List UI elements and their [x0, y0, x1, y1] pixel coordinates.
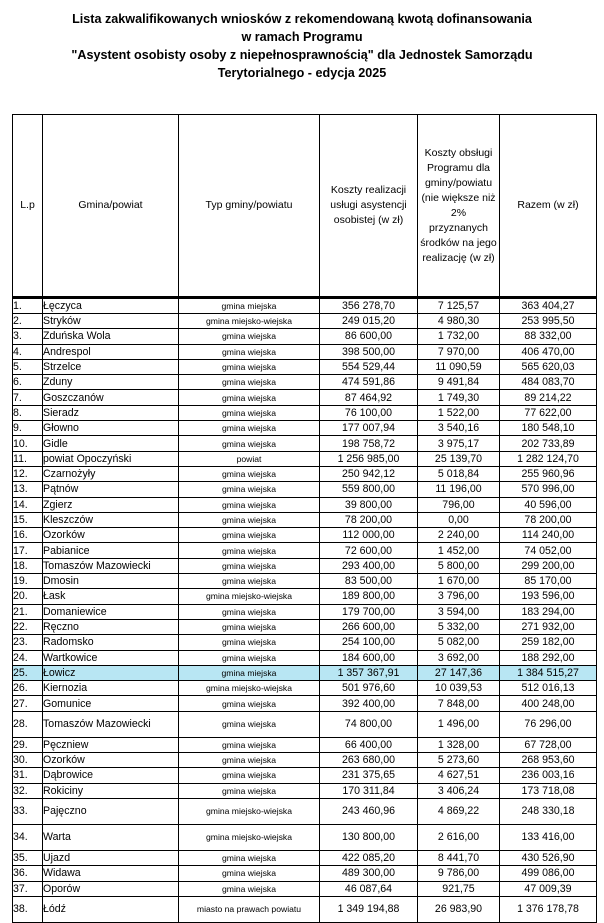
cell-total: 1 282 124,70 — [500, 451, 597, 466]
cell-admin-cost: 1 328,00 — [418, 737, 500, 752]
table-row — [13, 512, 597, 527]
table-row — [13, 497, 597, 512]
table-row — [13, 344, 597, 359]
cell-cost: 177 007,94 — [320, 421, 418, 436]
table-row — [13, 405, 597, 420]
header-type: Typ gminy/powiatu — [179, 115, 320, 298]
cell-admin-cost: 11 090,59 — [418, 359, 500, 374]
cell-lp: 15. — [13, 512, 43, 527]
cell-lp: 36. — [13, 866, 43, 881]
cell-cost: 266 600,00 — [320, 619, 418, 634]
cell-type: gmina wiejska — [179, 543, 320, 558]
cell-total: 271 932,00 — [500, 619, 597, 634]
cell-type: gmina wiejska — [179, 436, 320, 451]
cell-total: 565 620,03 — [500, 359, 597, 374]
table-row — [13, 650, 597, 665]
table-row — [13, 482, 597, 497]
cell-type: gmina wiejska — [179, 390, 320, 405]
cell-type: gmina miejsko-wiejska — [179, 798, 320, 824]
cell-name: Wartkowice — [43, 650, 179, 665]
cell-cost: 112 000,00 — [320, 528, 418, 543]
table-body — [13, 298, 597, 923]
table-header-row — [13, 115, 597, 298]
cell-total: 400 248,00 — [500, 696, 597, 711]
cell-type: gmina wiejska — [179, 466, 320, 481]
cell-type: gmina wiejska — [179, 635, 320, 650]
cell-admin-cost: 10 039,53 — [418, 681, 500, 696]
table-row — [13, 574, 597, 589]
cell-type: gmina wiejska — [179, 881, 320, 896]
cell-admin-cost: 3 406,24 — [418, 783, 500, 798]
header-cost: Koszty realizacji usługi asystencji osobistej (w zł) — [320, 115, 418, 298]
cell-cost: 198 758,72 — [320, 436, 418, 451]
cell-total: 202 733,89 — [500, 436, 597, 451]
cell-lp: 13. — [13, 482, 43, 497]
cell-cost: 243 460,96 — [320, 798, 418, 824]
cell-lp: 35. — [13, 850, 43, 865]
cell-admin-cost: 26 983,90 — [418, 896, 500, 922]
table-row — [13, 824, 597, 850]
cell-lp: 29. — [13, 737, 43, 752]
cell-cost: 74 800,00 — [320, 711, 418, 737]
title-line-4: Terytorialnego - edycja 2025 — [217, 66, 387, 80]
cell-name: Głowno — [43, 421, 179, 436]
cell-total: 430 526,90 — [500, 850, 597, 865]
cell-total: 133 416,00 — [500, 824, 597, 850]
cell-lp: 9. — [13, 421, 43, 436]
cell-cost: 489 300,00 — [320, 866, 418, 881]
cell-cost: 474 591,86 — [320, 375, 418, 390]
cell-name: Ozorków — [43, 528, 179, 543]
cell-name: Tomaszów Mazowiecki — [43, 558, 179, 573]
cell-cost: 554 529,44 — [320, 359, 418, 374]
cell-type: gmina wiejska — [179, 512, 320, 527]
cell-type: gmina wiejska — [179, 574, 320, 589]
document-title — [0, 10, 604, 82]
table-row — [13, 798, 597, 824]
cell-total: 114 240,00 — [500, 528, 597, 543]
cell-admin-cost: 8 441,70 — [418, 850, 500, 865]
cell-total: 1 376 178,78 — [500, 896, 597, 922]
cell-type: gmina wiejska — [179, 329, 320, 344]
cell-total: 259 182,00 — [500, 635, 597, 650]
cell-lp: 32. — [13, 783, 43, 798]
table-row — [13, 737, 597, 752]
cell-cost: 356 278,70 — [320, 298, 418, 314]
cell-lp: 12. — [13, 466, 43, 481]
cell-cost: 46 087,64 — [320, 881, 418, 896]
cell-total: 363 404,27 — [500, 298, 597, 314]
cell-cost: 86 600,00 — [320, 329, 418, 344]
cell-type: gmina wiejska — [179, 850, 320, 865]
cell-name: Ręczno — [43, 619, 179, 634]
cell-admin-cost: 5 800,00 — [418, 558, 500, 573]
cell-lp: 38. — [13, 896, 43, 922]
cell-name: Pabianice — [43, 543, 179, 558]
cell-type: gmina wiejska — [179, 783, 320, 798]
cell-cost: 398 500,00 — [320, 344, 418, 359]
table-row — [13, 543, 597, 558]
cell-type: gmina wiejska — [179, 375, 320, 390]
table-row — [13, 436, 597, 451]
cell-type: gmina wiejska — [179, 482, 320, 497]
cell-cost: 422 085,20 — [320, 850, 418, 865]
cell-lp: 33. — [13, 798, 43, 824]
cell-admin-cost: 0,00 — [418, 512, 500, 527]
cell-name: Ozorków — [43, 753, 179, 768]
cell-lp: 18. — [13, 558, 43, 573]
cell-lp: 4. — [13, 344, 43, 359]
cell-total: 77 622,00 — [500, 405, 597, 420]
table-row — [13, 604, 597, 619]
cell-name: Pątnów — [43, 482, 179, 497]
cell-name: Gomunice — [43, 696, 179, 711]
cell-total: 253 995,50 — [500, 314, 597, 329]
cell-total: 268 953,60 — [500, 753, 597, 768]
cell-lp: 3. — [13, 329, 43, 344]
table-row — [13, 696, 597, 711]
cell-name: Strzelce — [43, 359, 179, 374]
cell-lp: 7. — [13, 390, 43, 405]
table-row — [13, 421, 597, 436]
cell-lp: 28. — [13, 711, 43, 737]
table-row — [13, 314, 597, 329]
cell-total: 47 009,39 — [500, 881, 597, 896]
cell-admin-cost: 9 786,00 — [418, 866, 500, 881]
cell-total: 255 960,96 — [500, 466, 597, 481]
header-lp: L.p — [13, 115, 43, 298]
cell-cost: 501 976,60 — [320, 681, 418, 696]
cell-admin-cost: 1 670,00 — [418, 574, 500, 589]
cell-name: Sieradz — [43, 405, 179, 420]
cell-name: Dmosin — [43, 574, 179, 589]
cell-total: 1 384 515,27 — [500, 665, 597, 680]
title-line-3: "Asystent osobisty osoby z niepełnosprawnością" dla Jednostek Samorządu — [71, 48, 533, 62]
cell-total: 78 200,00 — [500, 512, 597, 527]
table-row — [13, 665, 597, 680]
cell-admin-cost: 3 692,00 — [418, 650, 500, 665]
cell-cost: 72 600,00 — [320, 543, 418, 558]
cell-lp: 22. — [13, 619, 43, 634]
cell-admin-cost: 7 848,00 — [418, 696, 500, 711]
cell-lp: 10. — [13, 436, 43, 451]
cell-total: 406 470,00 — [500, 344, 597, 359]
cell-lp: 37. — [13, 881, 43, 896]
cell-name: Łask — [43, 589, 179, 604]
cell-total: 299 200,00 — [500, 558, 597, 573]
cell-total: 76 296,00 — [500, 711, 597, 737]
cell-name: Dąbrowice — [43, 768, 179, 783]
cell-cost: 1 357 367,91 — [320, 665, 418, 680]
cell-cost: 231 375,65 — [320, 768, 418, 783]
cell-name: Czarnożyły — [43, 466, 179, 481]
cell-lp: 2. — [13, 314, 43, 329]
header-name: Gmina/powiat — [43, 115, 179, 298]
cell-lp: 31. — [13, 768, 43, 783]
cell-total: 248 330,18 — [500, 798, 597, 824]
table-row — [13, 589, 597, 604]
cell-type: gmina wiejska — [179, 619, 320, 634]
cell-admin-cost: 921,75 — [418, 881, 500, 896]
cell-lp: 1. — [13, 298, 43, 314]
cell-lp: 30. — [13, 753, 43, 768]
table-row — [13, 896, 597, 922]
table-row — [13, 753, 597, 768]
table-row — [13, 850, 597, 865]
cell-type: gmina wiejska — [179, 696, 320, 711]
cell-type: gmina wiejska — [179, 359, 320, 374]
cell-type: gmina wiejska — [179, 753, 320, 768]
cell-type: gmina wiejska — [179, 650, 320, 665]
cell-admin-cost: 796,00 — [418, 497, 500, 512]
cell-type: powiat — [179, 451, 320, 466]
cell-admin-cost: 25 139,70 — [418, 451, 500, 466]
cell-cost: 76 100,00 — [320, 405, 418, 420]
table-row — [13, 768, 597, 783]
cell-admin-cost: 1 452,00 — [418, 543, 500, 558]
cell-total: 74 052,00 — [500, 543, 597, 558]
header-admin-cost: Koszty obsługi Programu dla gminy/powiatu (nie większe niż 2% przyznanych środków na jego realizację (w zł) — [418, 115, 500, 298]
cell-cost: 249 015,20 — [320, 314, 418, 329]
cell-lp: 26. — [13, 681, 43, 696]
cell-cost: 189 800,00 — [320, 589, 418, 604]
cell-name: Zgierz — [43, 497, 179, 512]
table-row — [13, 711, 597, 737]
cell-name: Rokiciny — [43, 783, 179, 798]
cell-type: gmina wiejska — [179, 604, 320, 619]
table-row — [13, 866, 597, 881]
cell-total: 40 596,00 — [500, 497, 597, 512]
cell-cost: 179 700,00 — [320, 604, 418, 619]
cell-lp: 17. — [13, 543, 43, 558]
cell-cost: 39 800,00 — [320, 497, 418, 512]
cell-total: 89 214,22 — [500, 390, 597, 405]
cell-lp: 6. — [13, 375, 43, 390]
title-line-2: w ramach Programu — [241, 30, 363, 44]
cell-name: Zduńska Wola — [43, 329, 179, 344]
header-total: Razem (w zł) — [500, 115, 597, 298]
cell-cost: 559 800,00 — [320, 482, 418, 497]
cell-admin-cost: 3 796,00 — [418, 589, 500, 604]
cell-admin-cost: 5 018,84 — [418, 466, 500, 481]
cell-type: gmina wiejska — [179, 497, 320, 512]
cell-admin-cost: 27 147,36 — [418, 665, 500, 680]
cell-cost: 1 256 985,00 — [320, 451, 418, 466]
cell-type: gmina wiejska — [179, 344, 320, 359]
cell-type: gmina miejska — [179, 298, 320, 314]
cell-lp: 23. — [13, 635, 43, 650]
cell-type: gmina wiejska — [179, 528, 320, 543]
table-row — [13, 466, 597, 481]
cell-lp: 5. — [13, 359, 43, 374]
cell-cost: 87 464,92 — [320, 390, 418, 405]
cell-type: gmina miejska — [179, 665, 320, 680]
cell-cost: 392 400,00 — [320, 696, 418, 711]
table-row — [13, 375, 597, 390]
cell-name: powiat Opoczyński — [43, 451, 179, 466]
cell-total: 512 016,13 — [500, 681, 597, 696]
cell-cost: 263 680,00 — [320, 753, 418, 768]
cell-total: 67 728,00 — [500, 737, 597, 752]
cell-admin-cost: 7 970,00 — [418, 344, 500, 359]
cell-type: gmina wiejska — [179, 421, 320, 436]
cell-name: Pajęczno — [43, 798, 179, 824]
cell-total: 193 596,00 — [500, 589, 597, 604]
cell-type: gmina miejsko-wiejska — [179, 824, 320, 850]
cell-total: 88 332,00 — [500, 329, 597, 344]
cell-admin-cost: 1 496,00 — [418, 711, 500, 737]
cell-name: Łęczyca — [43, 298, 179, 314]
cell-admin-cost: 1 749,30 — [418, 390, 500, 405]
cell-total: 183 294,00 — [500, 604, 597, 619]
table-row — [13, 298, 597, 314]
table-row — [13, 528, 597, 543]
cell-cost: 78 200,00 — [320, 512, 418, 527]
cell-admin-cost: 11 196,00 — [418, 482, 500, 497]
cell-name: Łowicz — [43, 665, 179, 680]
cell-admin-cost: 2 616,00 — [418, 824, 500, 850]
cell-admin-cost: 5 332,00 — [418, 619, 500, 634]
cell-type: gmina miejsko-wiejska — [179, 681, 320, 696]
cell-total: 188 292,00 — [500, 650, 597, 665]
table-row — [13, 359, 597, 374]
cell-name: Domaniewice — [43, 604, 179, 619]
table-row — [13, 558, 597, 573]
cell-lp: 34. — [13, 824, 43, 850]
cell-lp: 27. — [13, 696, 43, 711]
cell-name: Gidle — [43, 436, 179, 451]
table-row — [13, 783, 597, 798]
cell-lp: 19. — [13, 574, 43, 589]
cell-admin-cost: 1 522,00 — [418, 405, 500, 420]
cell-cost: 66 400,00 — [320, 737, 418, 752]
cell-lp: 21. — [13, 604, 43, 619]
cell-admin-cost: 5 273,60 — [418, 753, 500, 768]
table-row — [13, 329, 597, 344]
cell-name: Łódź — [43, 896, 179, 922]
cell-type: gmina wiejska — [179, 768, 320, 783]
cell-name: Kleszczów — [43, 512, 179, 527]
cell-cost: 1 349 194,88 — [320, 896, 418, 922]
cell-cost: 130 800,00 — [320, 824, 418, 850]
cell-type: gmina wiejska — [179, 711, 320, 737]
cell-name: Goszczanów — [43, 390, 179, 405]
cell-admin-cost: 9 491,84 — [418, 375, 500, 390]
cell-type: gmina wiejska — [179, 737, 320, 752]
cell-name: Stryków — [43, 314, 179, 329]
cell-admin-cost: 4 980,30 — [418, 314, 500, 329]
cell-total: 499 086,00 — [500, 866, 597, 881]
cell-admin-cost: 7 125,57 — [418, 298, 500, 314]
cell-type: gmina wiejska — [179, 866, 320, 881]
cell-name: Tomaszów Mazowiecki — [43, 711, 179, 737]
table-row — [13, 390, 597, 405]
title-line-1: Lista zakwalifikowanych wniosków z rekomendowaną kwotą dofinansowania — [72, 12, 532, 26]
cell-cost: 184 600,00 — [320, 650, 418, 665]
cell-cost: 293 400,00 — [320, 558, 418, 573]
cell-lp: 20. — [13, 589, 43, 604]
cell-name: Kiernozia — [43, 681, 179, 696]
cell-admin-cost: 3 975,17 — [418, 436, 500, 451]
table-row — [13, 635, 597, 650]
cell-cost: 83 500,00 — [320, 574, 418, 589]
table-row — [13, 451, 597, 466]
cell-type: gmina wiejska — [179, 405, 320, 420]
cell-type: gmina wiejska — [179, 558, 320, 573]
cell-lp: 24. — [13, 650, 43, 665]
cell-admin-cost: 5 082,00 — [418, 635, 500, 650]
cell-total: 173 718,08 — [500, 783, 597, 798]
cell-type: gmina miejsko-wiejska — [179, 314, 320, 329]
cell-lp: 8. — [13, 405, 43, 420]
table-row — [13, 619, 597, 634]
cell-name: Ujazd — [43, 850, 179, 865]
cell-admin-cost: 4 869,22 — [418, 798, 500, 824]
cell-name: Warta — [43, 824, 179, 850]
cell-name: Andrespol — [43, 344, 179, 359]
cell-admin-cost: 4 627,51 — [418, 768, 500, 783]
cell-admin-cost: 1 732,00 — [418, 329, 500, 344]
cell-lp: 11. — [13, 451, 43, 466]
cell-name: Zduny — [43, 375, 179, 390]
cell-lp: 14. — [13, 497, 43, 512]
cell-admin-cost: 3 540,16 — [418, 421, 500, 436]
cell-total: 180 548,10 — [500, 421, 597, 436]
grants-table — [12, 114, 597, 923]
cell-cost: 250 942,12 — [320, 466, 418, 481]
cell-total: 570 996,00 — [500, 482, 597, 497]
cell-type: gmina miejsko-wiejska — [179, 589, 320, 604]
cell-name: Widawa — [43, 866, 179, 881]
cell-name: Radomsko — [43, 635, 179, 650]
cell-type: miasto na prawach powiatu — [179, 896, 320, 922]
table-row — [13, 681, 597, 696]
cell-cost: 170 311,84 — [320, 783, 418, 798]
cell-total: 236 003,16 — [500, 768, 597, 783]
cell-lp: 16. — [13, 528, 43, 543]
cell-name: Pęczniew — [43, 737, 179, 752]
cell-admin-cost: 3 594,00 — [418, 604, 500, 619]
cell-admin-cost: 2 240,00 — [418, 528, 500, 543]
cell-total: 484 083,70 — [500, 375, 597, 390]
table-row — [13, 881, 597, 896]
cell-name: Oporów — [43, 881, 179, 896]
cell-lp: 25. — [13, 665, 43, 680]
cell-cost: 254 100,00 — [320, 635, 418, 650]
cell-total: 85 170,00 — [500, 574, 597, 589]
